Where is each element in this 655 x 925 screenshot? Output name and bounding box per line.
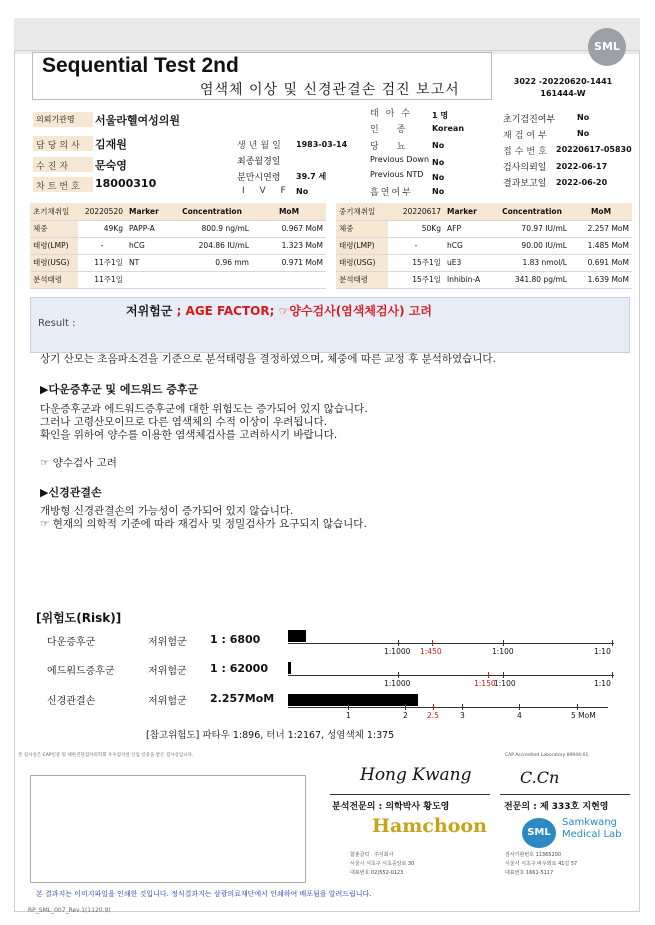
table-row <box>336 271 632 288</box>
lab1-line3: 대표번호 02)552-0123 <box>350 870 404 876</box>
form-code: RP_SML_007_Rev.1(1120.9) <box>28 907 111 914</box>
second-weight-value: 50Kg <box>388 220 444 237</box>
ntd-level: 저위험군 <box>148 696 187 707</box>
second-weight-label: 체중 <box>336 220 388 237</box>
dob-value: 1983-03-14 <box>296 140 348 149</box>
prevntd-value: No <box>432 173 445 182</box>
lab1-line2: 서울시 서초구 서초중앙로 30 <box>350 861 415 867</box>
signer-2-title: 전문의 : 제 333호 지현영 <box>504 802 609 812</box>
result-label: Result : <box>38 318 76 329</box>
marker-cell: hCG <box>126 237 172 254</box>
first-usg-label: 태령(USG) <box>30 254 78 271</box>
fetus-label: 태아수 <box>370 109 418 119</box>
conc-cell: 341.80 pg/mL <box>494 271 570 288</box>
table-row <box>30 220 326 237</box>
ntd-heading: ▶신경관결손 <box>40 486 102 499</box>
prevdown-value: No <box>432 158 445 167</box>
signature-line-2 <box>500 794 630 795</box>
notes-box <box>30 775 306 883</box>
ivf-label: I V F <box>242 186 292 196</box>
tick-label: 2 <box>403 711 408 720</box>
marker-cell: uE3 <box>444 254 494 271</box>
table-row <box>30 237 326 254</box>
chart-value: 18000310 <box>95 177 157 190</box>
axis-tick <box>398 672 399 678</box>
edwards-value: 1 : 62000 <box>210 662 268 675</box>
tick-label: 4 <box>517 711 522 720</box>
table-row <box>336 254 632 271</box>
mom-cell: 1.323 MoM <box>252 237 326 254</box>
ntd-axis <box>288 707 608 708</box>
first-col-mom: MoM <box>252 203 326 220</box>
lab2-line1: 검사기관번호 11365200 <box>505 852 562 858</box>
second-date-value: 20220617 <box>388 203 444 220</box>
sml-lab-name <box>562 817 622 841</box>
reference-risks: [참고위험도] 파타우 1:896, 터너 1:2167, 성염색체 1:375 <box>146 730 395 741</box>
second-trimester-table <box>336 203 632 289</box>
dob-label: 생년월일 <box>237 141 284 151</box>
retest-value: No <box>577 129 590 138</box>
ntd-risk-bar <box>288 694 418 706</box>
age-label: 분만시연령 <box>237 173 281 183</box>
sml-lab-name-1: Samkwang <box>562 817 617 828</box>
first-date-value: 20220520 <box>78 203 126 220</box>
signer-1-title: 분석전문의 : 의학박사 황도영 <box>332 802 450 812</box>
report-title: Sequential Test 2nd <box>42 54 239 77</box>
chart-label: 차트번호 <box>36 182 83 192</box>
mom-cell: 1.639 MoM <box>570 271 632 288</box>
lmp-label: 최종월경일 <box>237 157 281 167</box>
report-number-line2: 161444-W <box>540 89 586 98</box>
result-prefix: 저위험군 <box>126 304 173 318</box>
ntd-line1: 개방형 신경관결손의 가능성이 증가되어 있지 않습니다. <box>40 505 294 517</box>
tick-label: 1:150 <box>474 679 496 688</box>
first-col-marker: Marker <box>126 203 172 220</box>
first-analysis-label: 분석태령 <box>30 271 78 288</box>
tick-label: 2.5 <box>427 711 439 720</box>
first-weight-label: 체중 <box>30 220 78 237</box>
report-date-label: 결과보고일 <box>503 179 547 189</box>
axis-tick <box>488 672 489 678</box>
tick-label: 3 <box>460 711 465 720</box>
tick-label: 1:100 <box>492 647 514 656</box>
axis-tick <box>612 672 613 678</box>
lab1-info <box>350 851 414 878</box>
edwards-risk-bar <box>288 662 291 674</box>
ultrasound-value: No <box>577 113 590 122</box>
fetus-value: 1 명 <box>432 111 449 120</box>
risk-heading: [위험도(Risk)] <box>36 611 122 625</box>
axis-tick <box>398 640 399 646</box>
second-usg-value: 15주1일 <box>388 254 444 271</box>
axis-tick <box>612 640 613 646</box>
first-usg-value: 11주1일 <box>78 254 126 271</box>
second-col-marker: Marker <box>444 203 494 220</box>
axis-tick <box>503 672 504 678</box>
lab2-info <box>505 851 577 878</box>
retest-label: 재검여부 <box>503 131 550 141</box>
tick-label: 1:1000 <box>384 679 411 688</box>
down-value: 1 : 6800 <box>210 633 261 646</box>
table-row <box>30 203 326 220</box>
request-date-label: 검사의뢰일 <box>503 163 547 173</box>
amnio-note: ☞ 양수검사 고려 <box>40 457 117 469</box>
first-col-conc: Concentration <box>172 203 252 220</box>
conc-cell: 90.00 IU/mL <box>494 237 570 254</box>
down-line2: 그러나 고령산모이므로 다른 염색체의 수적 이상이 우려됩니다. <box>40 416 328 428</box>
second-lmp-value: - <box>388 237 444 254</box>
request-date-value: 2022-06-17 <box>556 162 608 171</box>
intro-text: 상기 산모는 초음파소견을 기준으로 분석태령을 결정하였으며, 체중에 따른 교정 후 분석하였습니다. <box>40 353 496 365</box>
axis-tick <box>503 640 504 646</box>
down-level: 저위험군 <box>148 637 187 648</box>
tick-label: 5 MoM <box>571 711 596 720</box>
lab1-line1: 함춘클릭 · 주식회사 <box>350 852 394 858</box>
down-name: 다운증후군 <box>47 637 96 648</box>
conc-cell: 0.96 mm <box>172 254 252 271</box>
patient-value: 문숙영 <box>95 159 127 172</box>
tick-label: 1:10 <box>594 647 611 656</box>
signature-1: Hong Kwang <box>360 765 472 785</box>
header-band <box>14 18 640 54</box>
ntd-value: 2.257MoM <box>210 692 275 705</box>
race-value: Korean <box>432 124 465 133</box>
hamchoon-logo: Hamchoon <box>372 815 487 837</box>
edwards-axis <box>288 675 614 676</box>
tick-label: 1:10 <box>594 679 611 688</box>
marker-cell: Inhibin-A <box>444 271 494 288</box>
mom-cell: 0.691 MoM <box>570 254 632 271</box>
tick-label: 1:1000 <box>384 647 411 656</box>
mom-cell: 0.971 MoM <box>252 254 326 271</box>
doctor-label: 담당의사 <box>36 141 83 151</box>
first-weight-value: 49Kg <box>78 220 126 237</box>
axis-tick <box>577 704 578 710</box>
second-analysis-value: 15주1일 <box>388 271 444 288</box>
prevntd-label: Previous NTD <box>370 170 424 179</box>
report-number-line1: 3022 -20220620-1441 <box>513 77 613 86</box>
first-lmp-value: - <box>78 237 126 254</box>
down-axis <box>288 643 614 644</box>
marker-cell: hCG <box>444 237 494 254</box>
signature-line-1 <box>330 794 490 795</box>
sml-lab-logo: SML <box>522 818 556 848</box>
conc-cell: 800.9 ng/mL <box>172 220 252 237</box>
first-analysis-value: 11주1일 <box>78 271 126 288</box>
ultrasound-label: 초기검진여부 <box>503 115 556 125</box>
table-row <box>30 254 326 271</box>
edwards-level: 저위험군 <box>148 666 187 677</box>
smoking-label: 흡연여부 <box>370 188 413 198</box>
tick-label: 1 <box>346 711 351 720</box>
table-row <box>336 237 632 254</box>
first-lmp-label: 태령(LMP) <box>30 237 78 254</box>
lab2-line2: 서울시 서초구 바우뫼로 41길 57 <box>505 861 578 867</box>
second-analysis-label: 분석태령 <box>336 271 388 288</box>
marker-cell: AFP <box>444 220 494 237</box>
edwards-name: 에드워드증후군 <box>47 666 115 677</box>
smoking-value: No <box>432 187 445 196</box>
diabetes-label: 당뇨 <box>370 142 424 152</box>
signature-2: C.Cn <box>520 768 560 787</box>
second-lmp-label: 태령(LMP) <box>336 237 388 254</box>
mom-cell: 0.967 MoM <box>252 220 326 237</box>
hospital-value: 서울라헬여성의원 <box>95 114 181 127</box>
result-summary <box>126 302 432 319</box>
result-highlight: ; AGE FACTOR; ☞양수검사(염색체검사) 고려 <box>176 304 432 318</box>
report-subtitle: 염색체 이상 및 신경관결손 검진 보고서 <box>200 82 460 98</box>
down-line1: 다운증후군과 에드워드증후군에 대한 위험도는 증가되어 있지 않습니다. <box>40 403 368 415</box>
axis-tick <box>519 704 520 710</box>
second-col-conc: Concentration <box>494 203 570 220</box>
accession-label: 접수번호 <box>503 147 550 157</box>
conc-cell: 70.97 IU/mL <box>494 220 570 237</box>
sml-logo: SML <box>588 28 626 66</box>
axis-tick <box>432 640 433 646</box>
tick-label: 1:100 <box>494 679 516 688</box>
down-line3: 확인을 위하여 양수를 이용한 염색체검사를 고려하시기 바랍니다. <box>40 429 338 441</box>
hospital-label: 의뢰기관명 <box>36 115 75 124</box>
prevdown-label: Previous Down <box>370 155 430 164</box>
marker-cell: NT <box>126 254 172 271</box>
first-date-label: 초기채취일 <box>30 203 78 220</box>
axis-tick <box>462 704 463 710</box>
table-row <box>30 271 326 288</box>
disclaimer: 본 결과지는 이미지파일을 인쇄한 것입니다. 정식결과지는 삼광의료재단에서 인쇄하여 배포됨을 알려드립니다. <box>36 890 372 898</box>
accreditation-note: 본 검사실은 CAP인증 및 대한진단검사의학회 우수검사실 신임 인증을 받은 검사실입니다. <box>18 753 194 758</box>
ivf-value: No <box>296 187 309 196</box>
second-col-mom: MoM <box>570 203 632 220</box>
table-row <box>336 220 632 237</box>
report-number <box>508 76 618 100</box>
cap-number: CAP Accredited Laboratory 89944-01 <box>505 753 589 758</box>
mom-cell: 1.485 MoM <box>570 237 632 254</box>
patient-label: 수진자 <box>36 162 72 172</box>
second-date-label: 중기채취일 <box>336 203 388 220</box>
first-trimester-table <box>30 203 326 289</box>
down-heading: ▶다운증후군 및 에드워드 증후군 <box>40 383 199 396</box>
mom-cell: 2.257 MoM <box>570 220 632 237</box>
report-date-value: 2022-06-20 <box>556 178 608 187</box>
doctor-value: 김재원 <box>95 138 127 151</box>
table-row <box>336 203 632 220</box>
axis-tick <box>405 704 406 710</box>
lab2-line3: 대표번호 1661-5117 <box>505 870 554 876</box>
conc-cell: 204.86 IU/mL <box>172 237 252 254</box>
conc-cell: 1.83 nmol/L <box>494 254 570 271</box>
axis-tick <box>348 704 349 710</box>
diabetes-value: No <box>432 141 445 150</box>
down-risk-bar <box>288 630 306 642</box>
second-usg-label: 태령(USG) <box>336 254 388 271</box>
accession-value: 20220617-05830 <box>556 145 632 154</box>
marker-cell: PAPP-A <box>126 220 172 237</box>
ntd-name: 신경관결손 <box>47 696 96 707</box>
age-value: 39.7 세 <box>296 172 327 181</box>
axis-tick <box>433 704 434 710</box>
sml-lab-name-2: Medical Lab <box>562 829 622 840</box>
ntd-line2: ☞ 현재의 의학적 기준에 따라 재검사 및 정밀검사가 요구되지 않습니다. <box>40 518 367 530</box>
race-label: 인종 <box>370 125 424 135</box>
tick-label: 1:450 <box>420 647 442 656</box>
